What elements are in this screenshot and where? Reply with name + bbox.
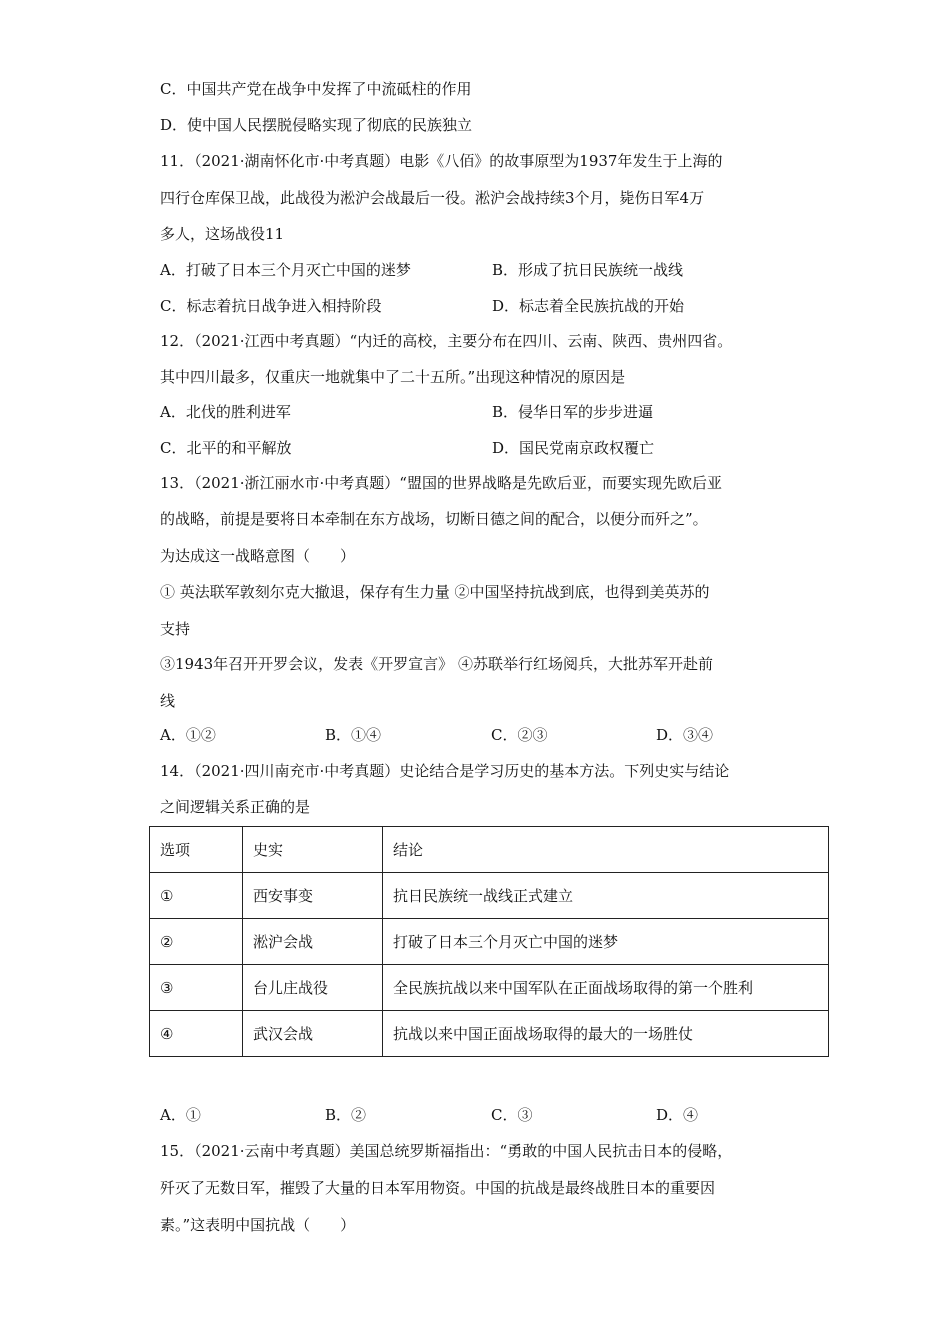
table-row [150, 965, 829, 1011]
q14-stem-line2: 之间逻辑关系正确的是 [160, 798, 311, 816]
q13-option-b: B．①④ [325, 726, 382, 744]
q15-stem-line1: 15．（2021·云南中考真题）美国总统罗斯福指出：“勇敢的中国人民抗击日本的侵略， [160, 1142, 733, 1160]
table-header-cell: 结论 [383, 827, 829, 873]
table-cell: 抗战以来中国正面战场取得的最大的一场胜仗 [383, 1011, 829, 1057]
table-row [150, 919, 829, 965]
q14-option-b: B．② [325, 1106, 367, 1124]
q10-option-c: C．中国共产党在战争中发挥了中流砥柱的作用 [160, 80, 472, 98]
q14-option-c: C．③ [491, 1106, 533, 1124]
q11-option-a: A．打破了日本三个月灭亡中国的迷梦 [160, 261, 411, 279]
q14-option-a: A．① [160, 1106, 201, 1124]
q15-stem-line2: 歼灭了无数日军，摧毁了大量的日本军用物资。中国的抗战是最终战胜日本的重要因 [160, 1179, 716, 1197]
q12-stem-line2: 其中四川最多，仅重庆一地就集中了二十五所。”出现这种情况的原因是 [160, 368, 626, 386]
table-row [150, 873, 829, 919]
q15-stem-line3: 素。”这表明中国抗战（ ） [160, 1216, 356, 1234]
q11-stem-line2: 四行仓库保卫战，此战役为淞沪会战最后一役。淞沪会战持续3个月，毙伤日军4万 [160, 189, 705, 207]
q13-option-c: C．②③ [491, 726, 548, 744]
table-cell: ④ [150, 1011, 243, 1057]
q14-option-d: D．④ [656, 1106, 699, 1124]
table-header-cell: 选项 [150, 827, 243, 873]
table-cell: 抗日民族统一战线正式建立 [383, 873, 829, 919]
q12-option-c: C．北平的和平解放 [160, 439, 292, 457]
q10-option-d: D．使中国人民摆脱侵略实现了彻底的民族独立 [160, 116, 473, 134]
q14-stem-line1: 14．（2021·四川南充市·中考真题）史论结合是学习历史的基本方法。下列史实与结论 [160, 762, 730, 780]
q13-stem-line3: 为达成这一战略意图（ ） [160, 547, 356, 565]
q11-stem-line3: 多人，这场战役11 [160, 225, 285, 243]
table-cell: ② [150, 919, 243, 965]
table-cell: 台儿庄战役 [243, 965, 383, 1011]
q13-stem-line4: ① 英法联军敦刻尔克大撤退，保存有生力量 ②中国坚持抗战到底，也得到美英苏的 [160, 583, 710, 601]
table-cell: 西安事变 [243, 873, 383, 919]
q12-option-b: B．侵华日军的步步进逼 [492, 403, 654, 421]
table-cell: ① [150, 873, 243, 919]
table-cell: 打破了日本三个月灭亡中国的迷梦 [383, 919, 829, 965]
q13-option-d: D．③④ [656, 726, 714, 744]
table-row [150, 1011, 829, 1057]
table-header-cell: 史实 [243, 827, 383, 873]
q11-stem-line1: 11．（2021·湖南怀化市·中考真题）电影《八佰》的故事原型为1937年发生于上海的 [160, 152, 723, 170]
q11-option-c: C．标志着抗日战争进入相持阶段 [160, 297, 382, 315]
q14-table [149, 826, 829, 1057]
table-cell: 淞沪会战 [243, 919, 383, 965]
q13-stem-line7: 线 [160, 692, 176, 710]
q12-option-d: D．国民党南京政权覆亡 [492, 439, 655, 457]
q12-option-a: A．北伐的胜利进军 [160, 403, 291, 421]
q12-stem-line1: 12．（2021·江西中考真题）“内迁的高校，主要分布在四川、云南、陕西、贵州四省。 [160, 332, 733, 350]
table-cell: ③ [150, 965, 243, 1011]
q11-option-d: D．标志着全民族抗战的开始 [492, 297, 685, 315]
q13-stem-line2: 的战略，前提是要将日本牵制在东方战场，切断日德之间的配合，以便分而歼之”。 [160, 510, 708, 528]
q11-option-b: B．形成了抗日民族统一战线 [492, 261, 684, 279]
table-header-row [150, 827, 829, 873]
table-cell: 武汉会战 [243, 1011, 383, 1057]
q13-stem-line6: ③1943年召开开罗会议，发表《开罗宣言》 ④苏联举行红场阅兵，大批苏军开赴前 [160, 655, 713, 673]
q13-stem-line1: 13．（2021·浙江丽水市·中考真题）“盟国的世界战略是先欧后亚，而要实现先欧后亚 [160, 474, 722, 492]
table-cell: 全民族抗战以来中国军队在正面战场取得的第一个胜利 [383, 965, 829, 1011]
q13-stem-line5: 支持 [160, 620, 191, 638]
q13-option-a: A．①② [160, 726, 216, 744]
